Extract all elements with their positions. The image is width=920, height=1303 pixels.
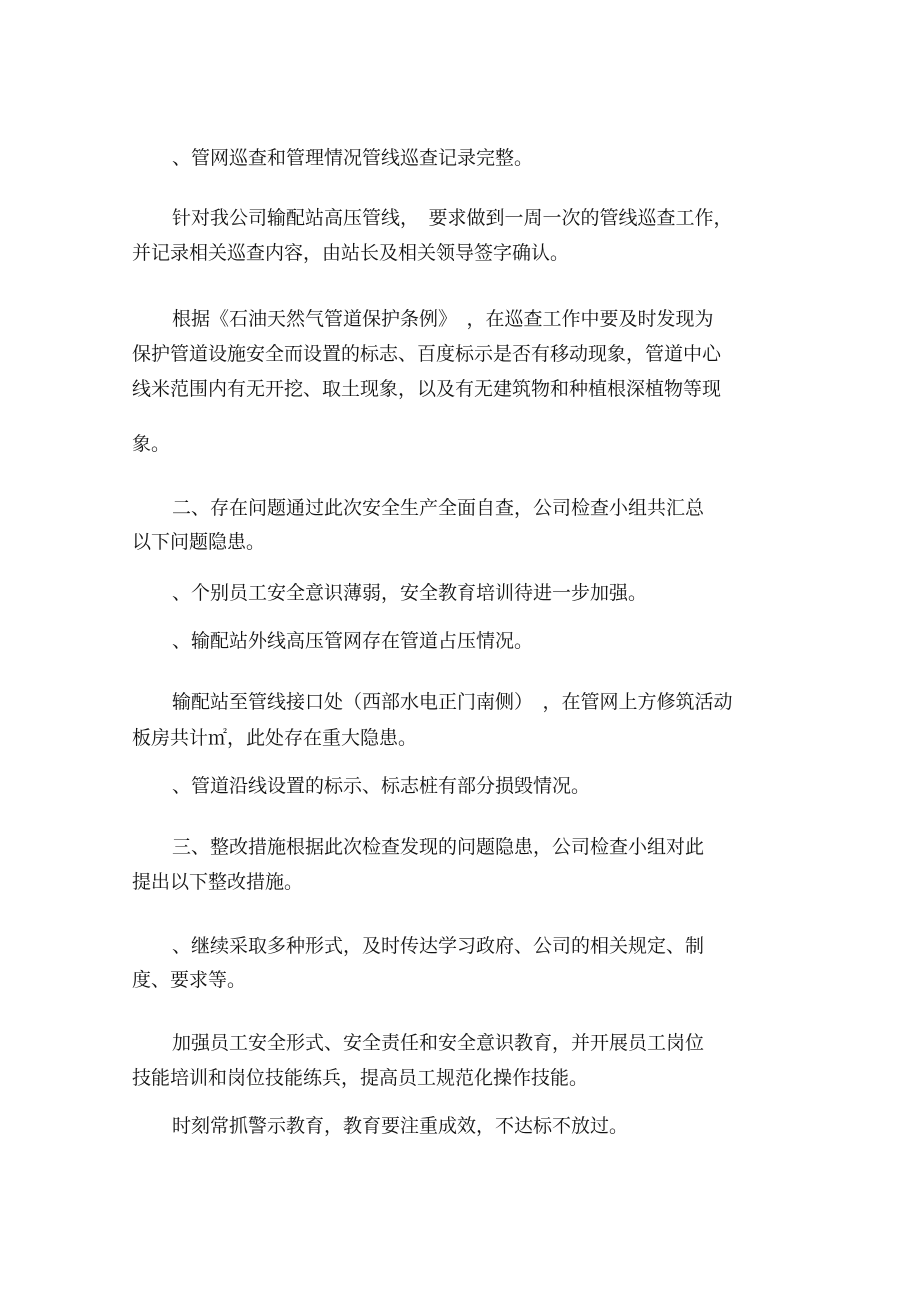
paragraph-line: 针对我公司输配站高压管线， 要求做到一周一次的管线巡查工作， xyxy=(172,207,733,229)
paragraph-line: 、管道沿线设置的标示、标志桩有部分损毁情况。 xyxy=(172,775,591,797)
paragraph-line: 三、整改措施根据此次检查发现的问题隐患，公司检查小组对此 xyxy=(172,836,705,858)
paragraph-line: 、继续采取多种形式，及时传达学习政府、公司的相关规定、制 xyxy=(172,935,705,957)
paragraph-line: 、输配站外线高压管网存在管道占压情况。 xyxy=(172,630,534,652)
paragraph-line: 技能培训和岗位技能练兵，提高员工规范化操作技能。 xyxy=(132,1067,589,1089)
paragraph-line: 、管网巡查和管理情况管线巡查记录完整。 xyxy=(172,147,534,169)
paragraph-line: 象。 xyxy=(132,433,171,455)
paragraph-line: 度、要求等。 xyxy=(132,969,247,991)
paragraph-line: 加强员工安全形式、安全责任和安全意识教育，并开展员工岗位 xyxy=(172,1032,705,1054)
paragraph-line: 根据《石油天然气管道保护条例》 ，在巡查工作中要及时发现为 xyxy=(172,308,714,330)
paragraph-line: 二、存在问题通过此次安全生产全面自查，公司检查小组共汇总 xyxy=(172,497,705,519)
paragraph-line: 时刻常抓警示教育，教育要注重成效，不达标不放过。 xyxy=(172,1115,629,1137)
paragraph-line: 输配站至管线接口处（西部水电正门南侧） ，在管网上方修筑活动 xyxy=(172,691,733,713)
paragraph-line: 板房共计㎡，此处存在重大隐患。 xyxy=(132,727,418,749)
paragraph-line: 、个别员工安全意识薄弱，安全教育培训待进一步加强。 xyxy=(172,582,648,604)
paragraph-line: 提出以下整改措施。 xyxy=(132,871,304,893)
paragraph-line: 保护管道设施安全而设置的标志、百度标示是否有移动现象，管道中心 xyxy=(132,343,722,365)
paragraph-line: 以下问题隐患。 xyxy=(132,531,266,553)
paragraph-line: 线米范围内有无开挖、取土现象，以及有无建筑物和种植根深植物等现 xyxy=(132,378,722,400)
paragraph-line: 并记录相关巡查内容，由站长及相关领导签字确认。 xyxy=(132,242,570,264)
